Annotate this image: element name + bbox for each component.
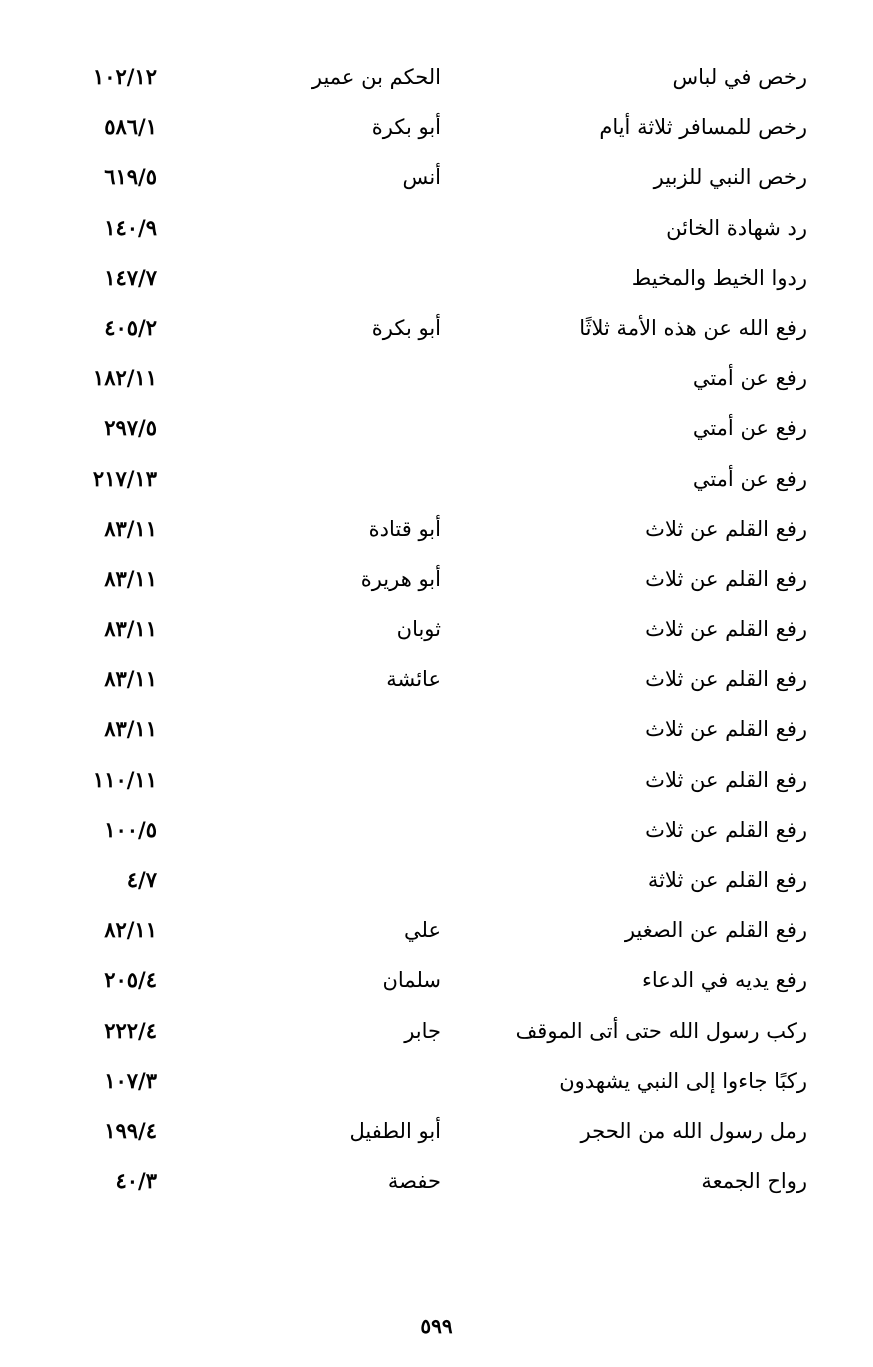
narrator-name: ثوبان <box>396 617 441 642</box>
volume-page-reference: ٨٣/١١ <box>104 515 157 541</box>
volume-page-reference: ١٨٢/١١ <box>92 365 157 391</box>
index-row <box>0 258 873 308</box>
index-row <box>0 1111 873 1161</box>
index-row <box>0 358 873 408</box>
narrator-name: حفصة <box>387 1169 441 1194</box>
index-row <box>0 459 873 509</box>
volume-page-reference: ١٠٠/٥ <box>104 816 157 842</box>
volume-page-reference: ٢٢٢/٤ <box>104 1017 157 1043</box>
index-row <box>0 559 873 609</box>
narrator-name: أبو قتادة <box>368 516 441 541</box>
index-row <box>0 910 873 960</box>
hadith-text: رفع القلم عن ثلاث <box>645 667 807 692</box>
index-list <box>0 57 873 1211</box>
narrator-name: سلمان <box>382 968 441 993</box>
index-row <box>0 810 873 860</box>
page-number: ٥٩٩ <box>420 1314 453 1338</box>
hadith-text: رفع عن أمتي <box>692 466 807 491</box>
volume-page-reference: ٥٨٦/١ <box>104 114 157 140</box>
index-row <box>0 208 873 258</box>
hadith-text: رفع القلم عن ثلاث <box>645 717 807 742</box>
hadith-text: رفع القلم عن الصغير <box>624 918 807 943</box>
hadith-text: رفع الله عن هذه الأمة ثلاثًا <box>579 315 807 340</box>
index-row <box>0 709 873 759</box>
hadith-text: رفع القلم عن ثلاث <box>645 817 807 842</box>
volume-page-reference: ١٠٢/١٢ <box>92 64 157 89</box>
index-row <box>0 107 873 157</box>
index-row <box>0 57 873 107</box>
hadith-text: رفع القلم عن ثلاث <box>645 566 807 591</box>
hadith-text: ركبًا جاءوا إلى النبي يشهدون <box>559 1068 807 1093</box>
index-row <box>0 860 873 910</box>
hadith-text: رخص في لباس <box>672 65 807 89</box>
volume-page-reference: ١٠٧/٣ <box>104 1067 157 1093</box>
hadith-text: رفع عن أمتي <box>692 416 807 441</box>
index-row <box>0 408 873 458</box>
index-row <box>0 1061 873 1111</box>
hadith-text: رفع القلم عن ثلاثة <box>647 868 807 892</box>
volume-page-reference: ٨٣/١١ <box>104 565 157 591</box>
volume-page-reference: ١٩٩/٤ <box>104 1117 157 1143</box>
index-row <box>0 659 873 709</box>
volume-page-reference: ٢٠٥/٤ <box>104 967 157 993</box>
hadith-text: ردوا الخيط والمخيط <box>631 265 807 290</box>
index-row <box>0 509 873 559</box>
volume-page-reference: ٤٠٥/٢ <box>104 314 157 340</box>
index-row <box>0 760 873 810</box>
narrator-name: عائشة <box>386 667 441 692</box>
narrator-name: أبو هريرة <box>360 566 441 591</box>
hadith-text: رفع القلم عن ثلاث <box>645 617 807 642</box>
volume-page-reference: ٨٣/١١ <box>104 716 157 742</box>
narrator-name: أبو بكرة <box>371 315 441 340</box>
hadith-text: رد شهادة الخائن <box>666 215 807 240</box>
hadith-text: رخص للمسافر ثلاثة أيام <box>599 115 807 140</box>
volume-page-reference: ١٤٠/٩ <box>104 214 157 240</box>
volume-page-reference: ٨٢/١١ <box>104 917 157 943</box>
volume-page-reference: ١٤٧/٧ <box>104 264 157 290</box>
volume-page-reference: ٨٣/١١ <box>104 666 157 692</box>
narrator-name: أنس <box>402 165 441 190</box>
volume-page-reference: ٨٣/١١ <box>104 616 157 642</box>
volume-page-reference: ٤/٧ <box>126 867 157 892</box>
hadith-text: رفع القلم عن ثلاث <box>645 767 807 792</box>
hadith-text: رمل رسول الله من الحجر <box>580 1118 807 1143</box>
index-row <box>0 1011 873 1061</box>
volume-page-reference: ٦١٩/٥ <box>104 164 157 190</box>
hadith-text: رفع يديه في الدعاء <box>642 968 807 993</box>
volume-page-reference: ١١٠/١١ <box>92 766 157 792</box>
index-row <box>0 1161 873 1211</box>
narrator-name: جابر <box>404 1018 441 1043</box>
narrator-name: أبو الطفيل <box>349 1118 441 1143</box>
hadith-text: رواح الجمعة <box>701 1169 807 1194</box>
hadith-text: رخص النبي للزبير <box>653 165 807 190</box>
index-row <box>0 308 873 358</box>
index-row <box>0 157 873 207</box>
index-row <box>0 609 873 659</box>
narrator-name: أبو بكرة <box>371 115 441 140</box>
narrator-name: الحكم بن عمير <box>311 65 441 89</box>
volume-page-reference: ٢١٧/١٣ <box>92 465 157 491</box>
hadith-text: رفع القلم عن ثلاث <box>645 516 807 541</box>
volume-page-reference: ٤٠/٣ <box>115 1168 157 1194</box>
index-row <box>0 960 873 1010</box>
hadith-text: ركب رسول الله حتى أتى الموقف <box>515 1018 807 1043</box>
narrator-name: علي <box>404 918 441 943</box>
volume-page-reference: ٢٩٧/٥ <box>104 415 157 441</box>
hadith-text: رفع عن أمتي <box>692 366 807 391</box>
